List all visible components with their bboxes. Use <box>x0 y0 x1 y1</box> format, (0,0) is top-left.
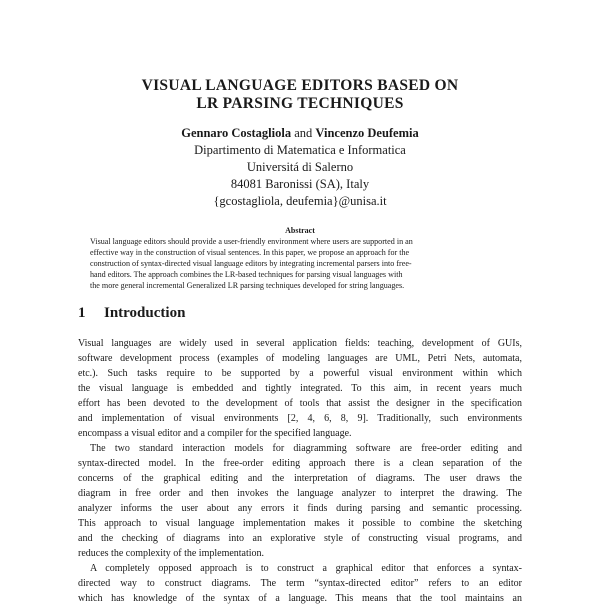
paper-title-line-2: LR PARSING TECHNIQUES <box>196 95 404 112</box>
text-line: and the checking of diagrams into an explorative style of constructing visual programs, and <box>78 533 522 544</box>
author-1: Gennaro Costagliola <box>181 126 292 140</box>
abstract-body <box>90 236 514 291</box>
abstract-line: effective way in the construction of visual sentences. In this paper, we propose an approach for the <box>90 248 410 257</box>
text-line: A completely opposed approach is to construct a graphical editor that enforces a syntax- <box>90 563 522 574</box>
text-line: etc.). Such tasks require to be supported by a powerful visual environment within which <box>78 368 522 379</box>
text-line: concerns of the graphical editing and the interpretation of diagrams. The user draws the <box>78 473 522 484</box>
text-line: analyzer informs the user about any errors it finds during parsing and semantic processing. <box>78 503 522 514</box>
paper-title-line-1: VISUAL LANGUAGE EDITORS BASED ON <box>141 77 459 94</box>
author-2: Vincenzo Deufemia <box>315 126 419 140</box>
body-text <box>78 336 522 606</box>
affiliation-university: Universitá di Salerno <box>246 160 354 174</box>
text-line: reduces the complexity of the implementation. <box>78 548 265 559</box>
text-line: syntax-directed model. In the free-order editing approach there is a clean separation of the <box>78 458 522 469</box>
text-line: Visual languages are widely used in several application fields: teaching, development of GUIs, <box>78 338 522 349</box>
abstract-line: the more general incremental Generalized LR parsing techniques developed for string languages. <box>90 281 405 290</box>
paragraph-1 <box>78 336 522 441</box>
abstract-line: construction of syntax-directed visual language editors by integrating incremental parsers into free- <box>90 259 412 268</box>
abstract-line: Visual language editors should provide a user-friendly environment where users are supported in an <box>90 237 413 246</box>
text-line: software development process (examples of modeling languages are UML, Petri Nets, automata, <box>78 353 522 364</box>
author-conjunction: and <box>294 126 313 140</box>
section-heading <box>78 305 185 322</box>
text-line: This approach to visual language implementation makes it possible to combine the sketching <box>78 518 522 529</box>
text-line: the visual language is embedded and tightly integrated. To this aim, in recent years much <box>78 383 522 394</box>
text-line: and implementation of visual environments [2, 4, 6, 8, 9]. Traditionally, such environments <box>78 413 522 424</box>
paragraph-2 <box>78 441 522 561</box>
text-line: which has knowledge of the syntax of a language. This means that the tool maintains an <box>78 593 522 604</box>
text-line: The two standard interaction models for diagramming software are free-order editing and <box>90 443 522 454</box>
author-names <box>0 125 600 142</box>
author-block <box>0 125 600 210</box>
text-line: directed way to construct diagrams. The term “syntax-directed editor” refers to an editor <box>78 578 522 589</box>
text-line: encompass a visual editor and a compiler for the specified language. <box>78 428 352 439</box>
text-line: diagram in free order and then invokes the language analyzer to interpret the drawing. The <box>78 488 522 499</box>
affiliation-department: Dipartimento di Matematica e Informatica <box>194 143 406 157</box>
section-title: Introduction <box>104 305 186 321</box>
section-number: 1 <box>78 305 86 321</box>
abstract-line: hand editors. The approach combines the LR-based techniques for parsing visual languages with <box>90 270 403 279</box>
affiliation-email: {gcostagliola, deufemia}@unisa.it <box>213 194 387 208</box>
text-line: effort has been devoted to the development of tools that assist the designer in the specification <box>78 398 522 409</box>
abstract-heading: Abstract <box>285 226 315 235</box>
paragraph-3 <box>78 561 522 606</box>
affiliation-address: 84081 Baronissi (SA), Italy <box>230 177 370 191</box>
